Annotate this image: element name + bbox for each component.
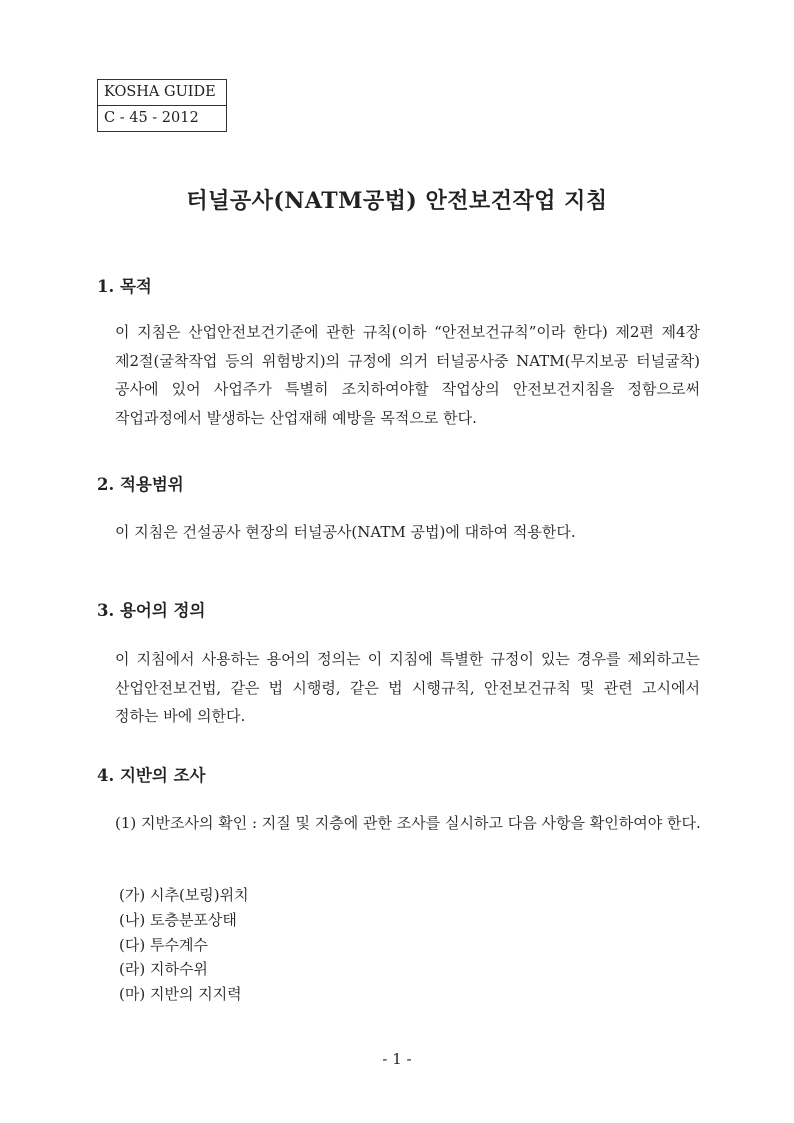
document-title: 터널공사(NATM공법) 안전보건작업 지침	[186, 188, 608, 214]
list-item: (라) 지하수위	[119, 960, 208, 979]
section-1-text: 이 지침은 산업안전보건기준에 관한 규칙(이하 “안전보건규칙”이라 한다) 제2편 제4장 제2절(굴착작업 등의 위험방지)의 규정에 의거 터널공사중 NATM(무지보공 터널굴착)공사에 있어 사업주가 특별히 조치하여야할 작업상의 안전보건지침을 정함으로써 작업과정에서 발생하는 산업재해 예방을 목적으로 한다.	[115, 323, 700, 427]
section-4-heading: 4. 지반의 조사	[97, 766, 206, 785]
section-2-text: 이 지침은 건설공사 현장의 터널공사(NATM 공법)에 대하여 적용한다.	[115, 523, 576, 541]
section-2-heading: 2. 적용범위	[97, 475, 184, 494]
list-item: (다) 투수계수	[119, 935, 208, 954]
guide-code-box	[97, 79, 227, 132]
section-4-item-1: (1) 지반조사의 확인 : 지질 및 지층에 관한 조사를 실시하고 다음 사항을 확인하여야 한다.	[115, 814, 701, 832]
section-4-subitem-list	[119, 883, 249, 1007]
guide-number: C - 45 - 2012	[98, 105, 226, 131]
list-item: (나) 토층분포상태	[119, 910, 237, 929]
section-3-text: 이 지침에서 사용하는 용어의 정의는 이 지침에 특별한 규정이 있는 경우를 제외하고는 산업안전보건법, 같은 법 시행령, 같은 법 시행규칙, 안전보건규칙 및 관련 고시에서 정하는 바에 의한다.	[115, 650, 700, 725]
section-1-heading: 1. 목적	[97, 277, 152, 296]
list-item: (가) 시추(보링)위치	[119, 886, 249, 904]
guide-label: KOSHA GUIDE	[104, 84, 216, 100]
section-3-heading: 3. 용어의 정의	[97, 601, 206, 620]
list-item: (마) 지반의 지지력	[119, 985, 242, 1004]
page-number: - 1 -	[382, 1050, 412, 1068]
